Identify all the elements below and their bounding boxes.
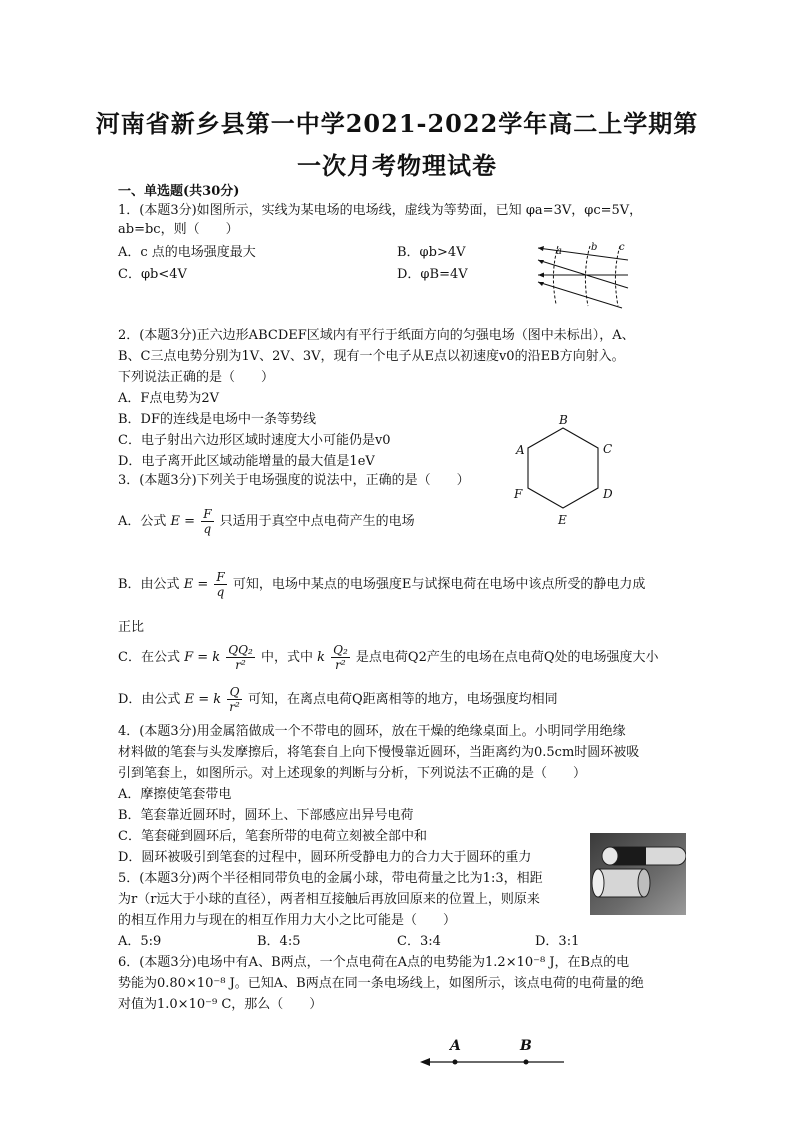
fraction-q-over-r2 — [227, 685, 242, 714]
q3-option-c-suffix: 是点电荷Q2产生的电场在点电荷Q处的电场强度大小 — [355, 650, 659, 665]
q2-hexagon-figure — [508, 410, 618, 530]
q1-stem-line1: 1．(本题3分)如图所示，实线为某电场的电场线，虚线为等势面，已知 φa=3V，φc=5V， — [118, 203, 643, 218]
q3-option-b — [118, 565, 645, 605]
point-a — [453, 1060, 458, 1065]
fraction-den: r² — [229, 700, 240, 714]
q2-stem-line1: 2．(本题3分)正六边形ABCDEF区域内有平行于纸面方向的匀强电场（图中未标出），A、 — [118, 328, 635, 343]
q5-option-a: A．5:9 — [118, 934, 162, 949]
label-c: c — [619, 242, 625, 253]
equipotential-c — [615, 246, 620, 306]
label-a: a — [556, 246, 562, 257]
fraction-f-over-q — [201, 507, 213, 536]
fraction-den: r² — [335, 658, 346, 672]
q5-stem-line3: 的相互作用力与现在的相互作用力大小之比可能是（ ） — [118, 913, 457, 928]
q3-option-d — [118, 680, 558, 720]
vertex-label-d: D — [603, 487, 613, 501]
foil-ring — [592, 869, 650, 897]
exam-title-line1: 河南省新乡县第一中学2021-2022学年高二上学期第 — [95, 109, 699, 138]
hexagon-shape — [528, 428, 598, 508]
q3-option-a-suffix: 只适用于真空中点电荷产生的电场 — [219, 514, 415, 529]
q2-stem-line3: 下列说法正确的是（ ） — [118, 370, 275, 385]
q3-option-a-prefix: A．公式 — [118, 514, 167, 529]
q3-option-c — [118, 638, 659, 678]
q5-option-c: C．3:4 — [397, 934, 441, 949]
fraction-q2-over-r2 — [331, 643, 350, 672]
q1-stem-line2: ab=bc，则（ ） — [118, 222, 239, 237]
vertex-label-f: F — [514, 487, 523, 501]
q3-option-b-suffix: 可知，电场中某点的电场强度E与试探电荷在电场中该点所受的静电力成 — [232, 577, 646, 592]
q4-option-a: A．摩擦使笔套带电 — [118, 787, 232, 802]
q1-option-c: C．φb<4V — [118, 267, 187, 282]
q2-stem-line2: B、C三点电势分别为1V、2V、3V，现有一个电子从E点以初速度v0的沿EB方向射入。 — [118, 349, 625, 364]
q6-stem-line3: 对值为1.0×10⁻⁹ C，那么（ ） — [118, 997, 323, 1012]
fraction-num: QQ₂ — [228, 643, 253, 657]
q5-stem-line1: 5．(本题3分)两个半径相同带负电的金属小球，带电荷量之比为1:3，相距 — [118, 871, 543, 886]
q5-stem-line2: 为r（r远大于小球的直径），两者相互接触后再放回原来的位置上，则原来 — [118, 892, 540, 907]
q3-option-b-prefix: B．由公式 — [118, 577, 180, 592]
arrow-2 — [538, 273, 544, 278]
q1-option-d: D．φB=4V — [397, 267, 468, 282]
formula-f-eq-k: F = k — [184, 650, 221, 665]
fraction-num: Q₂ — [333, 643, 348, 657]
fraction-den: q — [203, 522, 212, 536]
field-line-4 — [538, 282, 622, 308]
fraction-f-over-q — [214, 570, 226, 599]
formula-e-eq: E = — [183, 577, 209, 592]
fraction-den: q — [216, 585, 225, 599]
arrow-1 — [538, 246, 544, 251]
q3-option-a — [118, 502, 415, 542]
q6-field-line-figure — [418, 1034, 568, 1074]
point-label-a: A — [450, 1038, 461, 1054]
q4-stem-line1: 4．(本题3分)用金属箔做成一个不带电的圆环，放在干燥的绝缘桌面上。小明同学用绝缘 — [118, 724, 626, 739]
vertex-label-e: E — [558, 513, 567, 527]
q1-option-b: B．φb>4V — [397, 245, 466, 260]
exam-title-line2: 一次月考物理试卷 — [297, 151, 497, 180]
formula-e-eq-k: E = k — [184, 692, 222, 707]
vertex-label-c: C — [603, 442, 613, 456]
formula-e-eq: E = — [170, 514, 196, 529]
fraction-num: F — [216, 570, 225, 584]
point-label-b: B — [520, 1038, 532, 1054]
q4-stem-line2: 材料做的笔套与头发摩擦后，将笔套自上向下慢慢靠近圆环，当距离约为0.5cm时圆环被吸 — [118, 745, 640, 760]
q6-stem-line1: 6．(本题3分)电场中有A、B两点，一个点电荷在A点的电势能为1.2×10⁻⁸ J，在B点的电 — [118, 955, 630, 970]
vertex-label-a: A — [516, 443, 525, 457]
field-arrow — [420, 1058, 430, 1066]
q6-stem-line2: 势能为0.80×10⁻⁸ J。已知A、B两点在同一条电场线上，如图所示，该点电荷的电荷量的绝 — [118, 976, 644, 991]
q2-option-d: D．电子离开此区域动能增量的最大值是1eV — [118, 454, 375, 469]
q2-option-a: A．F点电势为2V — [118, 391, 220, 406]
q4-option-b: B．笔套靠近圆环时，圆环上、下部感应出异号电荷 — [118, 808, 414, 823]
label-b: b — [591, 242, 598, 253]
formula-k: k — [317, 650, 325, 665]
q2-option-b: B．DF的连线是电场中一条等势线 — [118, 412, 316, 427]
section-heading: 一、单选题(共30分) — [118, 184, 240, 199]
field-line-3 — [538, 260, 628, 288]
q3-option-c-middle: 中，式中 — [260, 650, 313, 665]
vertex-label-b: B — [559, 413, 568, 427]
point-b — [524, 1060, 529, 1065]
q3-option-d-prefix: D．由公式 — [118, 692, 181, 707]
q4-option-c: C．笔套碰到圆环后，笔套所带的电荷立刻被全部中和 — [118, 829, 427, 844]
q1-field-line-figure — [530, 238, 635, 310]
pen-cap — [602, 847, 686, 865]
q5-option-b: B．4:5 — [257, 934, 301, 949]
q3-stem: 3．(本题3分)下列关于电场强度的说法中，正确的是（ ） — [118, 473, 470, 488]
q5-option-d: D．3:1 — [535, 934, 580, 949]
q4-stem-line3: 引到笔套上，如图所示。对上述现象的判断与分析，下列说法不正确的是（ ） — [118, 766, 587, 781]
q4-pen-ring-photo — [590, 833, 686, 915]
fraction-den: r² — [235, 658, 246, 672]
q3-option-d-suffix: 可知，在离点电荷Q距离相等的地方，电场强度均相同 — [247, 692, 558, 707]
fraction-qq2-over-r2 — [226, 643, 255, 672]
q1-option-a: A．c 点的电场强度最大 — [118, 245, 256, 260]
q4-option-d: D．圆环被吸引到笔套的过程中，圆环所受静电力的合力大于圆环的重力 — [118, 850, 532, 865]
q3-option-c-prefix: C．在公式 — [118, 650, 180, 665]
q2-option-c: C．电子射出六边形区域时速度大小可能仍是v0 — [118, 433, 391, 448]
field-line-1 — [538, 248, 628, 260]
q3-option-b-continued: 正比 — [118, 620, 145, 635]
fraction-num: Q — [227, 685, 242, 700]
fraction-num: F — [203, 507, 212, 521]
